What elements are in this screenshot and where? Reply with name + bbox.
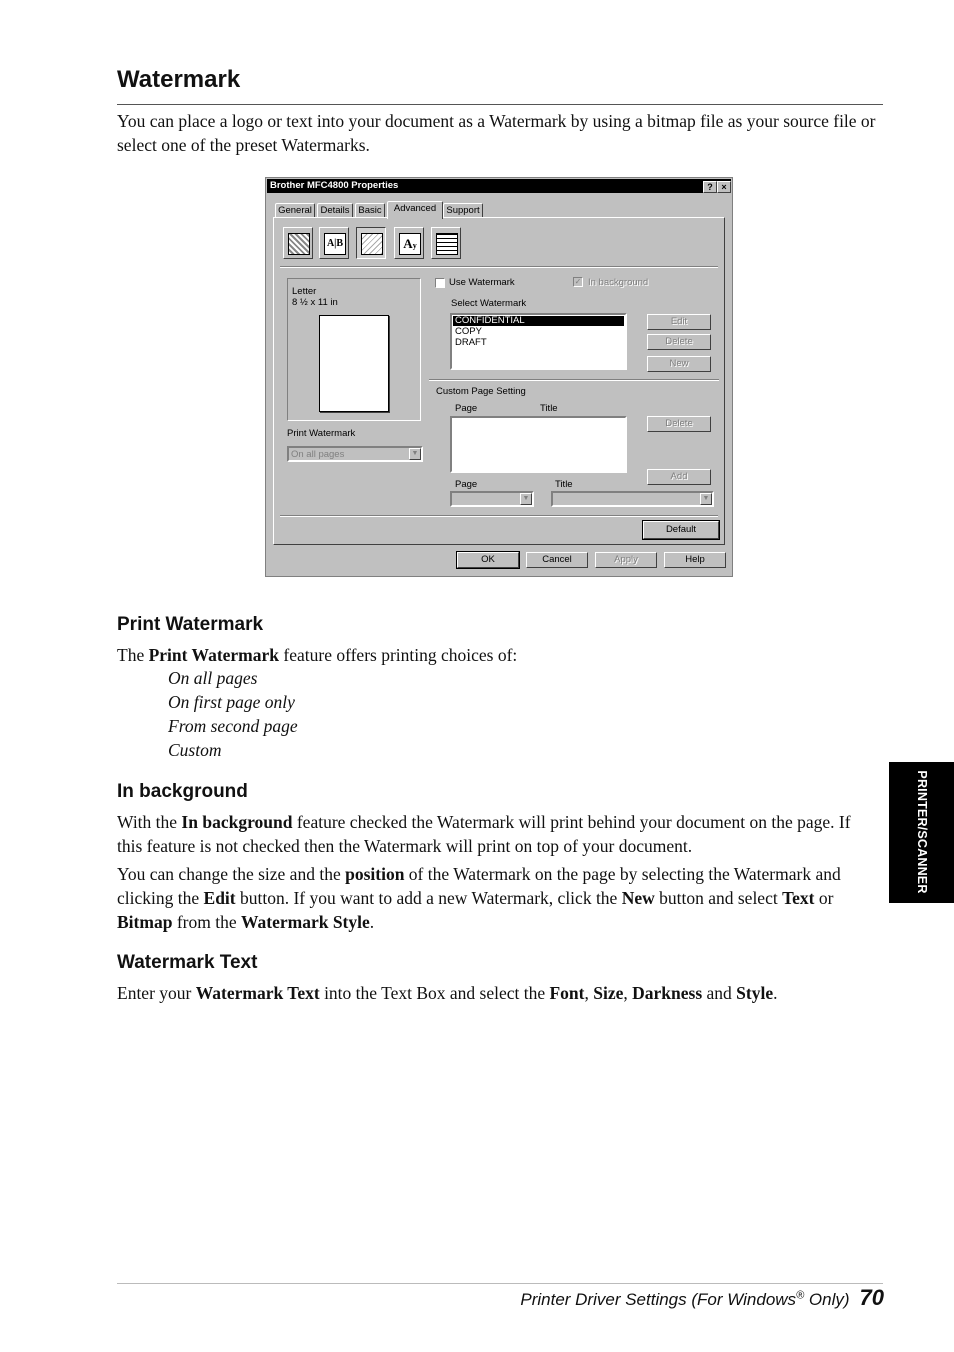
- title-column-header: Title: [540, 403, 558, 414]
- device-options-icon[interactable]: [431, 227, 461, 259]
- watermark-icon[interactable]: [356, 227, 386, 259]
- option-item: On first page only: [168, 692, 295, 712]
- chevron-down-icon: ▼: [700, 493, 712, 505]
- page-column-header: Page: [455, 403, 478, 414]
- use-watermark-label: Use Watermark: [449, 277, 515, 288]
- heading-rule: [117, 104, 883, 105]
- toolbar-divider: [280, 266, 718, 268]
- custom-page-list[interactable]: [450, 416, 627, 473]
- option-item: On all pages: [168, 668, 258, 688]
- cancel-button[interactable]: Cancel: [526, 552, 588, 568]
- tab-details[interactable]: Details: [317, 203, 353, 218]
- watermark-list[interactable]: [450, 313, 627, 370]
- quality-icon[interactable]: [283, 227, 313, 259]
- group-divider: [429, 379, 719, 381]
- intro-paragraph: You can place a logo or text into your document as a Watermark by using a bitmap file as your source file or select one of the preset Watermarks.: [117, 111, 876, 155]
- title-label: Title: [555, 479, 573, 490]
- option-item: From second page: [168, 716, 298, 736]
- page-select[interactable]: [450, 491, 534, 507]
- list-item[interactable]: COPY: [455, 326, 482, 337]
- in-background-checkbox[interactable]: ✓: [574, 277, 582, 286]
- apply-button[interactable]: Apply: [595, 552, 657, 568]
- tab-general[interactable]: General: [275, 203, 315, 218]
- watermark-text-paragraph: Enter your Watermark Text into the Text Box and select the Font, Size, Darkness and Style.: [117, 983, 778, 1003]
- print-watermark-select[interactable]: On all pages ▼: [287, 446, 423, 462]
- edit-button[interactable]: Edit: [647, 314, 711, 330]
- close-icon[interactable]: ×: [717, 181, 731, 193]
- title-select[interactable]: [551, 491, 714, 507]
- print-watermark-lead: The Print Watermark feature offers printing choices of:: [117, 645, 518, 665]
- watermark-text-heading: Watermark Text: [117, 952, 258, 973]
- properties-dialog: [265, 177, 733, 577]
- tab-basic[interactable]: Basic: [355, 203, 385, 218]
- chevron-down-icon: ▼: [409, 448, 421, 460]
- page-number: 70: [859, 1285, 884, 1310]
- paper-label: Letter: [292, 286, 317, 297]
- in-background-paragraph-2: You can change the size and the position of the Watermark on the page by selecting the Watermark and clicking the Edit button. If you want to add a new Watermark, click the New button and select Text or Bitmap from the Watermark Style.: [117, 864, 841, 932]
- print-watermark-label: Print Watermark: [287, 428, 356, 439]
- tab-support[interactable]: Support: [443, 203, 483, 218]
- list-item[interactable]: DRAFT: [455, 337, 487, 348]
- footer-text: Printer Driver Settings (For Windows® Only): [520, 1289, 850, 1309]
- paper-size: 8 ½ x 11 in: [292, 297, 338, 308]
- help-icon[interactable]: ?: [703, 181, 717, 193]
- add-button[interactable]: Add: [647, 469, 711, 485]
- page-setting-icon[interactable]: Ay: [394, 227, 424, 259]
- delete-custom-button[interactable]: Delete: [647, 416, 711, 432]
- duplex-icon[interactable]: A|B: [319, 227, 349, 259]
- help-button[interactable]: Help: [664, 552, 726, 568]
- page-footer: [520, 1285, 884, 1311]
- in-background-label: In background: [588, 277, 649, 288]
- list-item[interactable]: CONFIDENTIAL: [453, 316, 624, 326]
- new-button[interactable]: New: [647, 356, 711, 372]
- page-heading: Watermark: [117, 66, 241, 93]
- tab-advanced[interactable]: Advanced: [387, 201, 443, 219]
- custom-page-setting-label: Custom Page Setting: [436, 386, 526, 397]
- side-tab-label: PRINTER/SCANNER: [915, 770, 929, 894]
- footer-rule: [117, 1283, 883, 1284]
- page-label: Page: [455, 479, 478, 490]
- paper-preview-group: [287, 278, 421, 421]
- option-item: Custom: [168, 740, 222, 760]
- ok-button[interactable]: OK: [457, 552, 519, 568]
- use-watermark-checkbox[interactable]: [435, 278, 445, 288]
- default-button[interactable]: Default: [643, 521, 719, 539]
- in-background-heading: In background: [117, 781, 248, 802]
- section-side-tab: [889, 762, 954, 903]
- in-background-paragraph-1: With the In background feature checked the Watermark will print behind your document on the page. If this feature is not checked then the Watermark will print on top of your document.: [117, 812, 851, 856]
- dialog-title: Brother MFC4800 Properties: [270, 180, 399, 191]
- chevron-down-icon: ▼: [520, 493, 532, 505]
- advanced-panel: [273, 217, 725, 545]
- print-watermark-heading: Print Watermark: [117, 614, 264, 635]
- panel-bottom-divider: [280, 515, 718, 517]
- dialog-title-bar: [267, 179, 731, 193]
- paper-preview: [319, 315, 389, 412]
- delete-button[interactable]: Delete: [647, 334, 711, 350]
- select-watermark-label: Select Watermark: [451, 298, 527, 309]
